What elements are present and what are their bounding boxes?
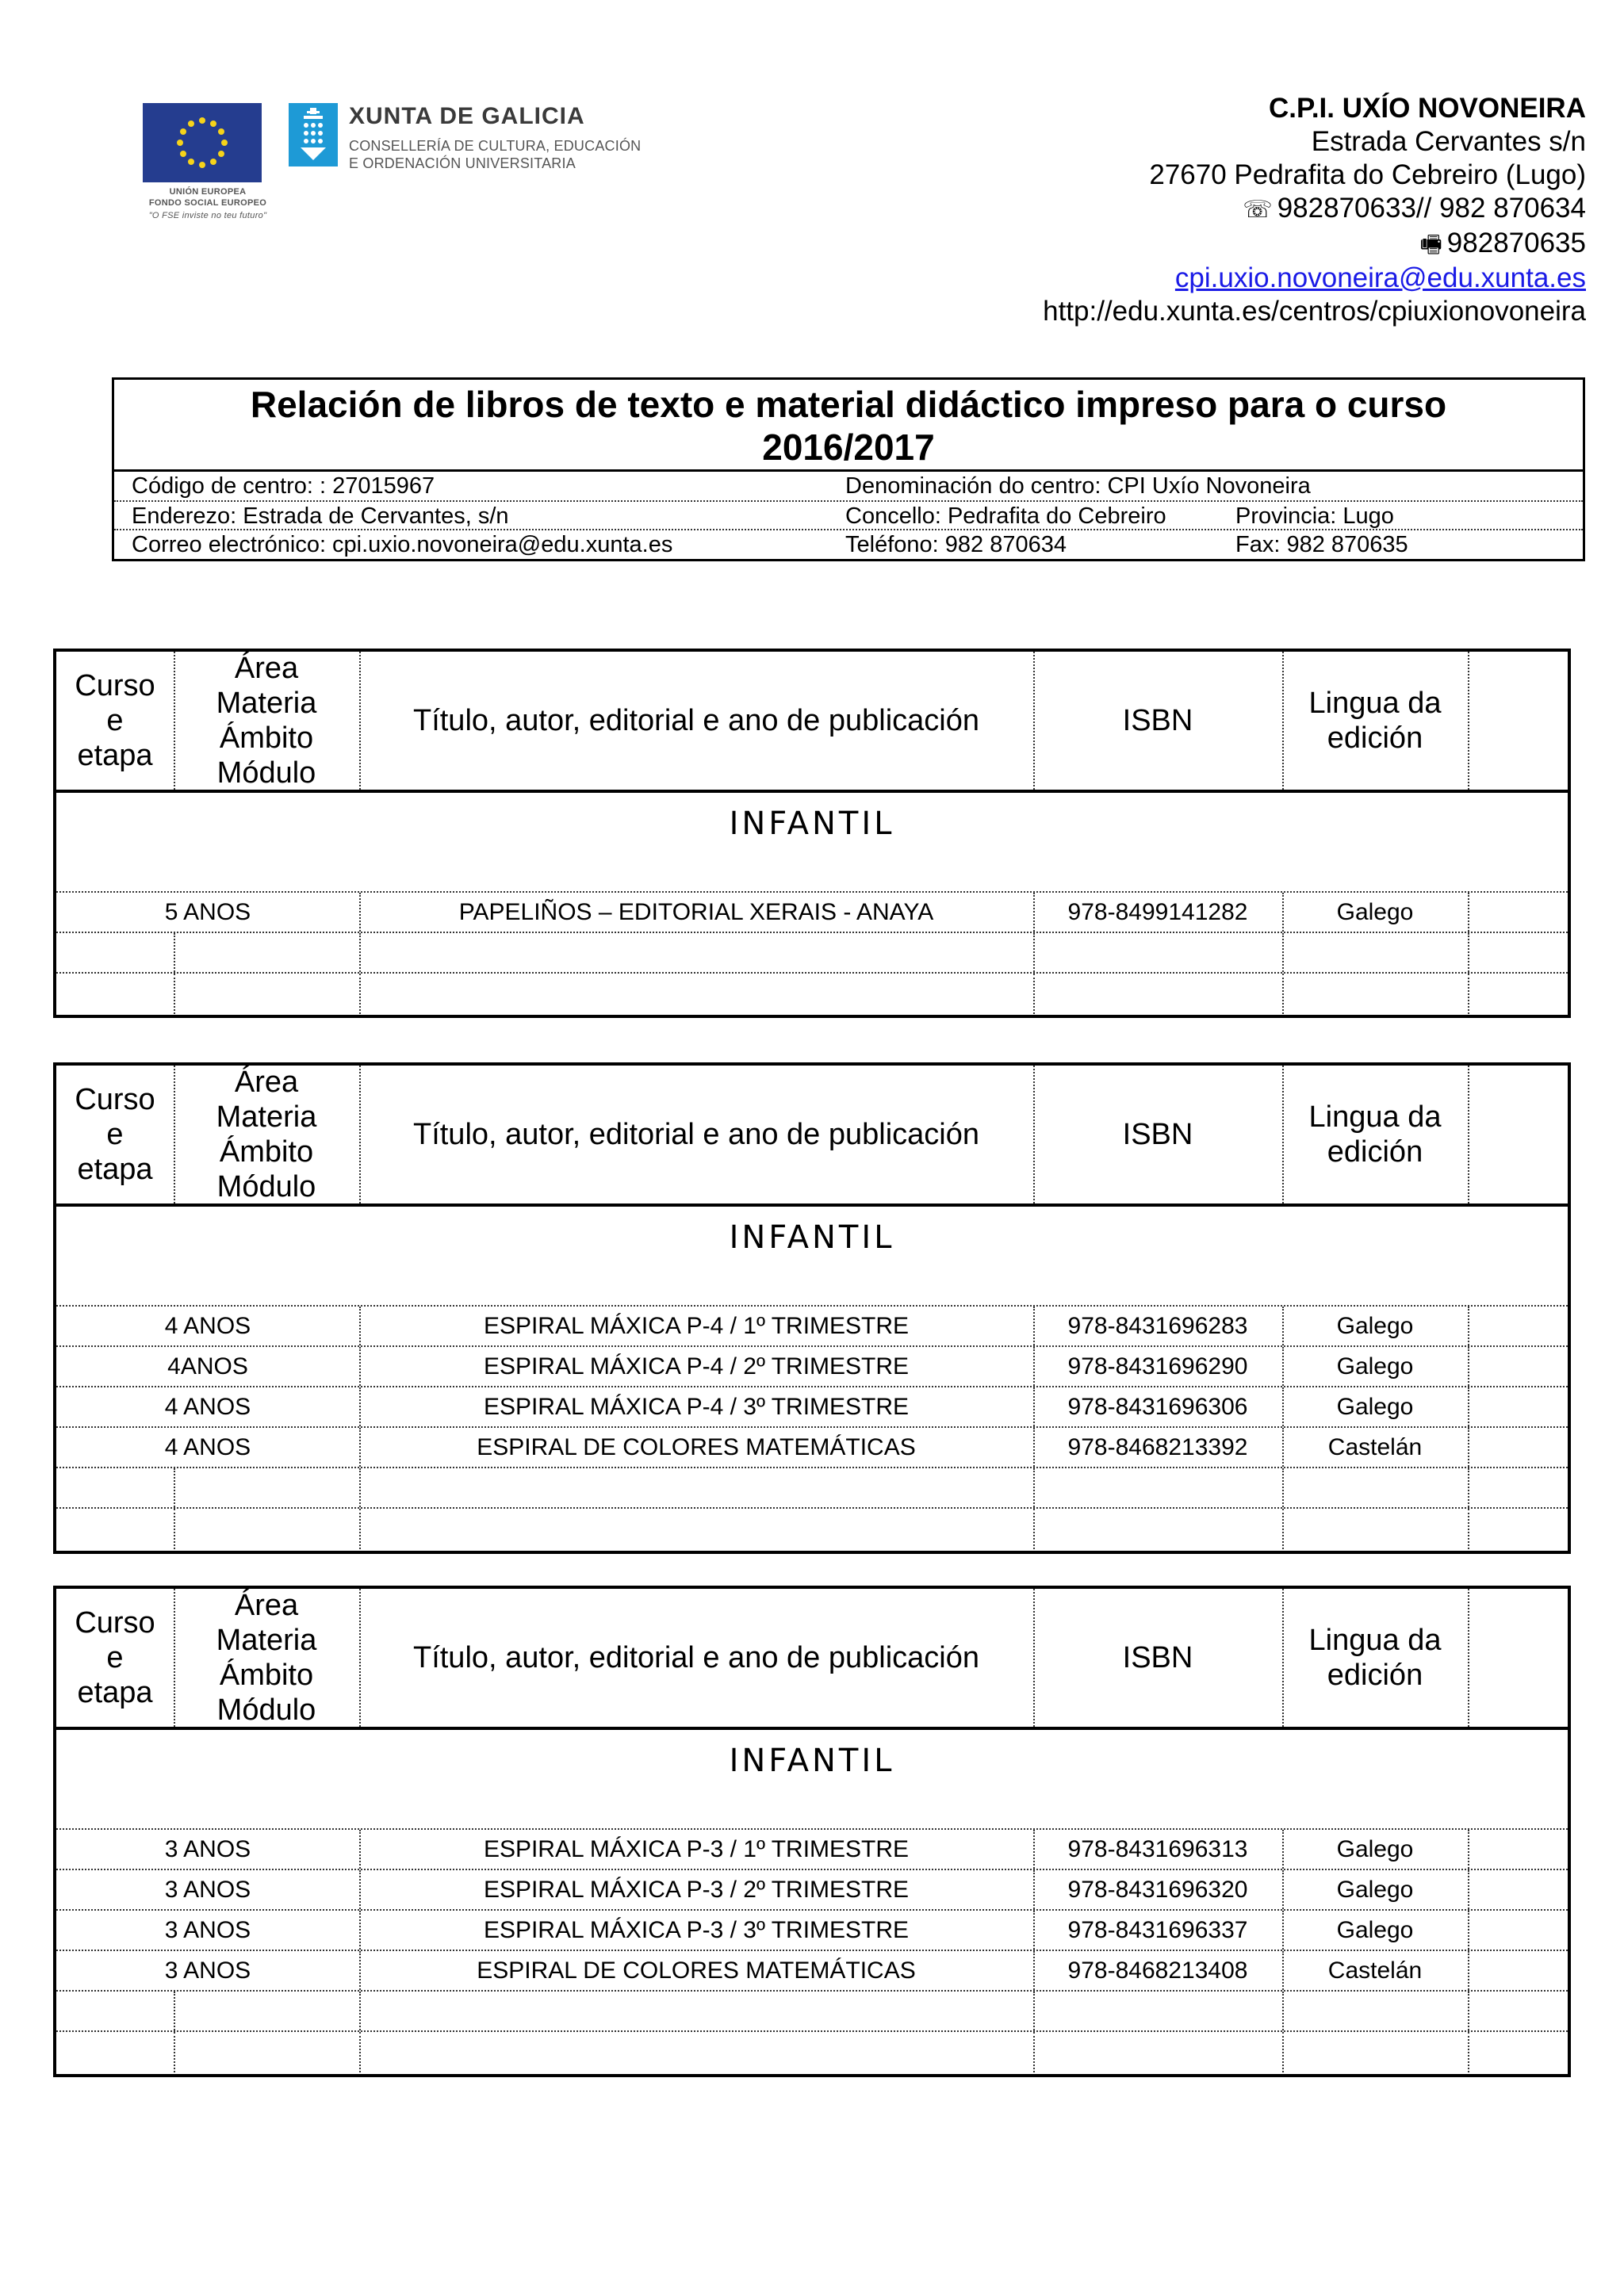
header-isbn-text: ISBN [1122, 704, 1193, 737]
phone-icon: ☏ [1243, 197, 1273, 223]
cell-blank [1468, 1347, 1571, 1386]
header-area-text: Área Materia Ámbito Módulo [216, 1589, 317, 1727]
school-name: C.P.I. UXÍO NOVONEIRA [1269, 93, 1586, 124]
column-divider [174, 2032, 175, 2072]
school-email-line [952, 262, 1586, 295]
header-titulo [359, 1589, 1033, 1727]
section-label: INFANTIL [729, 806, 895, 842]
table-row [56, 974, 1568, 1014]
xunta-department-line-2: E ORDENACIÓN UNIVERSITARIA [349, 155, 576, 171]
column-divider [1282, 1911, 1284, 1950]
column-divider [359, 1307, 361, 1345]
info-row-code [114, 472, 1583, 500]
column-divider [174, 1468, 175, 1507]
column-divider [359, 1066, 361, 1203]
column-divider [1468, 1589, 1469, 1727]
header-isbn [1033, 652, 1282, 790]
cell-isbn: 978-8431696306 [1067, 1394, 1248, 1420]
cell-curso: 3 ANOS [164, 1917, 251, 1943]
header-lingua [1282, 652, 1468, 790]
column-divider [174, 933, 175, 972]
table-header [56, 1589, 1568, 1730]
cell-lingua: Castelán [1327, 1957, 1423, 1984]
cell-lingua [1282, 974, 1468, 1014]
cell-lingua: Galego [1336, 899, 1414, 925]
column-divider [1468, 1428, 1469, 1467]
centre-phone: Teléfono: 982 870634 [845, 532, 1067, 557]
table-row [56, 1307, 1568, 1347]
column-divider [1282, 1468, 1284, 1507]
column-divider [1468, 1307, 1469, 1345]
book-table-infantil-5 [53, 649, 1571, 1018]
eu-logo-slogan: "O FSE inviste no teu futuro" [148, 211, 267, 220]
cell-titulo [359, 974, 1033, 1014]
column-divider [359, 2032, 361, 2072]
school-street: Estrada Cervantes s/n [1311, 126, 1586, 157]
centre-code: Código de centro: : 27015967 [132, 473, 435, 499]
column-divider [359, 1951, 361, 1990]
cell-lingua: Galego [1336, 1394, 1414, 1420]
centre-denomination: Denominación do centro: CPI Uxío Novoneira [845, 473, 1311, 499]
school-phone: 982870633// 982 870634 [1277, 193, 1586, 224]
header-area-text: Área Materia Ámbito Módulo [216, 1066, 317, 1203]
table-row [56, 1468, 1568, 1509]
cell-isbn: 978-8431696337 [1067, 1917, 1248, 1943]
column-divider [1033, 1992, 1035, 2030]
header-isbn [1033, 1066, 1282, 1203]
section-row [56, 1207, 1568, 1307]
table-row [56, 933, 1568, 974]
section-row [56, 1730, 1568, 1830]
cell-curso [56, 1468, 359, 1507]
cell-blank [1468, 2032, 1571, 2072]
cell-curso [56, 1509, 359, 1549]
info-row-contact [114, 529, 1583, 557]
column-divider [359, 1428, 361, 1467]
header-isbn-text: ISBN [1122, 1641, 1193, 1674]
book-table-infantil-4 [53, 1062, 1571, 1554]
header-area [174, 1066, 359, 1203]
column-divider [1033, 652, 1035, 790]
column-divider [1468, 1509, 1469, 1549]
cell-isbn: 978-8468213392 [1067, 1434, 1248, 1460]
cell-curso [56, 1992, 359, 2030]
cell-lingua: Galego [1336, 1877, 1414, 1903]
table-row [56, 1830, 1568, 1870]
centre-email: Correo electrónico: cpi.uxio.novoneira@edu.xunta.es [132, 532, 673, 557]
column-divider [1282, 1307, 1284, 1345]
xunta-name: XUNTA DE GALICIA [349, 103, 585, 129]
column-divider [1033, 1387, 1035, 1426]
column-divider [1033, 1307, 1035, 1345]
table-row [56, 1428, 1568, 1468]
cell-blank [1468, 1387, 1571, 1426]
book-table-infantil-3 [53, 1586, 1571, 2077]
column-divider [1033, 974, 1035, 1014]
cell-lingua [1282, 1509, 1468, 1549]
column-divider [359, 1468, 361, 1507]
cell-isbn [1033, 1992, 1282, 2030]
table-header [56, 1066, 1568, 1207]
column-divider [1468, 974, 1469, 1014]
school-fax-line [952, 227, 1586, 262]
table-row [56, 1347, 1568, 1387]
column-divider [1282, 1830, 1284, 1869]
column-divider [1033, 2032, 1035, 2072]
column-divider [359, 1870, 361, 1909]
centre-council: Concello: Pedrafita do Cebreiro [845, 503, 1166, 529]
cell-lingua: Galego [1336, 1353, 1414, 1380]
cell-lingua: Galego [1336, 1313, 1414, 1339]
header-titulo [359, 652, 1033, 790]
cell-isbn [1033, 933, 1282, 972]
cell-isbn [1033, 2032, 1282, 2072]
table-row [56, 1951, 1568, 1992]
column-divider [1033, 1870, 1035, 1909]
cell-titulo: ESPIRAL DE COLORES MATEMÁTICAS [477, 1434, 916, 1460]
column-divider [1033, 1509, 1035, 1549]
table-header [56, 652, 1568, 793]
cell-titulo: ESPIRAL MÁXICA P-3 / 2º TRIMESTRE [483, 1877, 910, 1903]
column-divider [1468, 1468, 1469, 1507]
fax-icon: 🖷 [1419, 232, 1442, 258]
eu-logo-line-2: FONDO SOCIAL EUROPEO [148, 198, 267, 208]
cell-curso: 3 ANOS [164, 1836, 251, 1862]
column-divider [1033, 1830, 1035, 1869]
cell-lingua: Castelán [1327, 1434, 1423, 1460]
header-curso-text: Curso e etapa [75, 1606, 155, 1709]
column-divider [1468, 652, 1469, 790]
cell-blank [1468, 1951, 1571, 1990]
header-lingua-text: Lingua da edición [1308, 1624, 1442, 1692]
header-lingua [1282, 1066, 1468, 1203]
column-divider [1033, 1347, 1035, 1386]
column-divider [359, 1992, 361, 2030]
column-divider [1033, 1951, 1035, 1990]
column-divider [1468, 1951, 1469, 1990]
column-divider [1033, 1428, 1035, 1467]
cell-isbn [1033, 974, 1282, 1014]
school-phone-line [952, 192, 1586, 227]
header-blank [1468, 652, 1571, 790]
school-address-block [952, 92, 1586, 328]
column-divider [359, 1347, 361, 1386]
cell-titulo [359, 933, 1033, 972]
column-divider [1282, 974, 1284, 1014]
table-row [56, 1870, 1568, 1911]
cell-blank [1468, 1509, 1571, 1549]
info-row-address [114, 500, 1583, 529]
column-divider [359, 1509, 361, 1549]
column-divider [1468, 1830, 1469, 1869]
cell-curso: 4 ANOS [164, 1313, 251, 1339]
cell-blank [1468, 1830, 1571, 1869]
header-area-text: Área Materia Ámbito Módulo [216, 652, 317, 790]
header-blank [1468, 1066, 1571, 1203]
column-divider [359, 1387, 361, 1426]
cell-curso [56, 2032, 359, 2072]
header-lingua-text: Lingua da edición [1308, 687, 1442, 755]
column-divider [1282, 1428, 1284, 1467]
centre-info-box [112, 377, 1585, 561]
document-title-line-1: Relación de libros de texto e material didáctico impreso para o curso [250, 384, 1447, 425]
cell-blank [1468, 974, 1571, 1014]
column-divider [1033, 893, 1035, 932]
column-divider [1282, 1589, 1284, 1727]
header-area [174, 1589, 359, 1727]
column-divider [1468, 2032, 1469, 2072]
column-divider [1033, 1911, 1035, 1950]
column-divider [1282, 1066, 1284, 1203]
column-divider [1282, 893, 1284, 932]
header-area [174, 652, 359, 790]
column-divider [359, 1589, 361, 1727]
header-titulo-text: Título, autor, editorial e ano de publicación [412, 1118, 980, 1151]
cell-isbn: 978-8431696320 [1067, 1877, 1248, 1903]
header-lingua-text: Lingua da edición [1308, 1100, 1442, 1169]
cell-curso: 4 ANOS [164, 1394, 251, 1420]
eu-flag-icon [143, 103, 262, 182]
table-row [56, 893, 1568, 933]
column-divider [1468, 1870, 1469, 1909]
cell-titulo: ESPIRAL MÁXICA P-3 / 3º TRIMESTRE [483, 1917, 910, 1943]
school-city: 27670 Pedrafita do Cebreiro (Lugo) [1149, 159, 1586, 190]
header-curso [56, 1589, 174, 1727]
centre-province: Provincia: Lugo [1235, 503, 1394, 529]
cell-blank [1468, 1428, 1571, 1467]
school-fax: 982870635 [1446, 228, 1586, 258]
header-isbn-text: ISBN [1122, 1118, 1193, 1151]
cell-titulo: ESPIRAL MÁXICA P-3 / 1º TRIMESTRE [483, 1836, 910, 1862]
eu-logo [125, 101, 290, 228]
column-divider [1282, 1509, 1284, 1549]
column-divider [1282, 1992, 1284, 2030]
column-divider [1282, 933, 1284, 972]
column-divider [1282, 1347, 1284, 1386]
column-divider [1033, 1589, 1035, 1727]
cell-titulo [359, 1992, 1033, 2030]
cell-titulo: ESPIRAL MÁXICA P-4 / 3º TRIMESTRE [483, 1394, 910, 1420]
column-divider [1468, 1992, 1469, 2030]
cell-isbn: 978-8431696290 [1067, 1353, 1248, 1380]
cell-curso: 4ANOS [167, 1353, 248, 1380]
column-divider [359, 974, 361, 1014]
header-titulo-text: Título, autor, editorial e ano de publicación [412, 1641, 980, 1674]
column-divider [174, 974, 175, 1014]
column-divider [359, 933, 361, 972]
cell-curso: 5 ANOS [164, 899, 251, 925]
section-label: INFANTIL [729, 1219, 895, 1256]
cell-isbn: 978-8431696283 [1067, 1313, 1248, 1339]
school-email-link[interactable]: cpi.uxio.novoneira@edu.xunta.es [1174, 262, 1586, 293]
column-divider [359, 1911, 361, 1950]
document-title-line-2: 2016/2017 [762, 427, 935, 468]
column-divider [1468, 1911, 1469, 1950]
column-divider [174, 652, 175, 790]
cell-curso: 4 ANOS [164, 1434, 251, 1460]
xunta-department-line-1: CONSELLERÍA DE CULTURA, EDUCACIÓN [349, 138, 642, 154]
cell-isbn: 978-8468213408 [1067, 1957, 1248, 1984]
cell-lingua: Galego [1336, 1917, 1414, 1943]
cell-curso [56, 974, 359, 1014]
column-divider [359, 893, 361, 932]
column-divider [1468, 893, 1469, 932]
cell-lingua [1282, 2032, 1468, 2072]
column-divider [1033, 1066, 1035, 1203]
cell-blank [1468, 1992, 1571, 2030]
column-divider [1282, 652, 1284, 790]
cell-titulo: ESPIRAL DE COLORES MATEMÁTICAS [477, 1957, 916, 1984]
cell-titulo [359, 2032, 1033, 2072]
document-title [114, 380, 1583, 472]
cell-titulo [359, 1468, 1033, 1507]
cell-blank [1468, 1911, 1571, 1950]
column-divider [1033, 933, 1035, 972]
column-divider [174, 1066, 175, 1203]
column-divider [1282, 1387, 1284, 1426]
cell-curso [56, 933, 359, 972]
header-curso [56, 652, 174, 790]
cell-isbn [1033, 1509, 1282, 1549]
column-divider [174, 1992, 175, 2030]
table-row [56, 1911, 1568, 1951]
section-row [56, 793, 1568, 893]
header-curso [56, 1066, 174, 1203]
header-blank [1468, 1589, 1571, 1727]
column-divider [1468, 1347, 1469, 1386]
cell-blank [1468, 1307, 1571, 1345]
xunta-logo [289, 101, 669, 181]
column-divider [1282, 2032, 1284, 2072]
header-curso-text: Curso e etapa [75, 1083, 155, 1186]
cell-isbn: 978-8499141282 [1067, 899, 1248, 925]
cell-titulo [359, 1509, 1033, 1549]
centre-address: Enderezo: Estrada de Cervantes, s/n [132, 503, 509, 529]
column-divider [359, 652, 361, 790]
cell-blank [1468, 1468, 1571, 1507]
cell-blank [1468, 1870, 1571, 1909]
header-isbn [1033, 1589, 1282, 1727]
cell-curso: 3 ANOS [164, 1957, 251, 1984]
cell-blank [1468, 933, 1571, 972]
centre-fax: Fax: 982 870635 [1235, 532, 1408, 557]
xunta-emblem-icon [289, 103, 338, 166]
column-divider [1033, 1468, 1035, 1507]
table-row [56, 1992, 1568, 2032]
cell-titulo: PAPELIÑOS – EDITORIAL XERAIS - ANAYA [458, 899, 934, 925]
column-divider [1468, 1387, 1469, 1426]
section-label: INFANTIL [729, 1743, 895, 1779]
table-row [56, 1509, 1568, 1549]
column-divider [1468, 1066, 1469, 1203]
cell-lingua [1282, 1468, 1468, 1507]
column-divider [1282, 1870, 1284, 1909]
table-row [56, 2032, 1568, 2072]
header-curso-text: Curso e etapa [75, 669, 155, 772]
cell-isbn: 978-8431696313 [1067, 1836, 1248, 1862]
cell-lingua [1282, 1992, 1468, 2030]
school-web: http://edu.xunta.es/centros/cpiuxionovoneira [1043, 296, 1586, 327]
cell-titulo: ESPIRAL MÁXICA P-4 / 1º TRIMESTRE [483, 1313, 910, 1339]
cell-curso: 3 ANOS [164, 1877, 251, 1903]
header-titulo [359, 1066, 1033, 1203]
column-divider [359, 1830, 361, 1869]
column-divider [1282, 1951, 1284, 1990]
cell-blank [1468, 893, 1571, 932]
table-row [56, 1387, 1568, 1428]
cell-isbn [1033, 1468, 1282, 1507]
header-titulo-text: Título, autor, editorial e ano de publicación [412, 704, 980, 737]
cell-lingua: Galego [1336, 1836, 1414, 1862]
cell-titulo: ESPIRAL MÁXICA P-4 / 2º TRIMESTRE [483, 1353, 910, 1380]
header-lingua [1282, 1589, 1468, 1727]
eu-logo-line-1: UNIÓN EUROPEA [169, 187, 247, 197]
column-divider [174, 1589, 175, 1727]
column-divider [174, 1509, 175, 1549]
column-divider [1468, 933, 1469, 972]
cell-lingua [1282, 933, 1468, 972]
